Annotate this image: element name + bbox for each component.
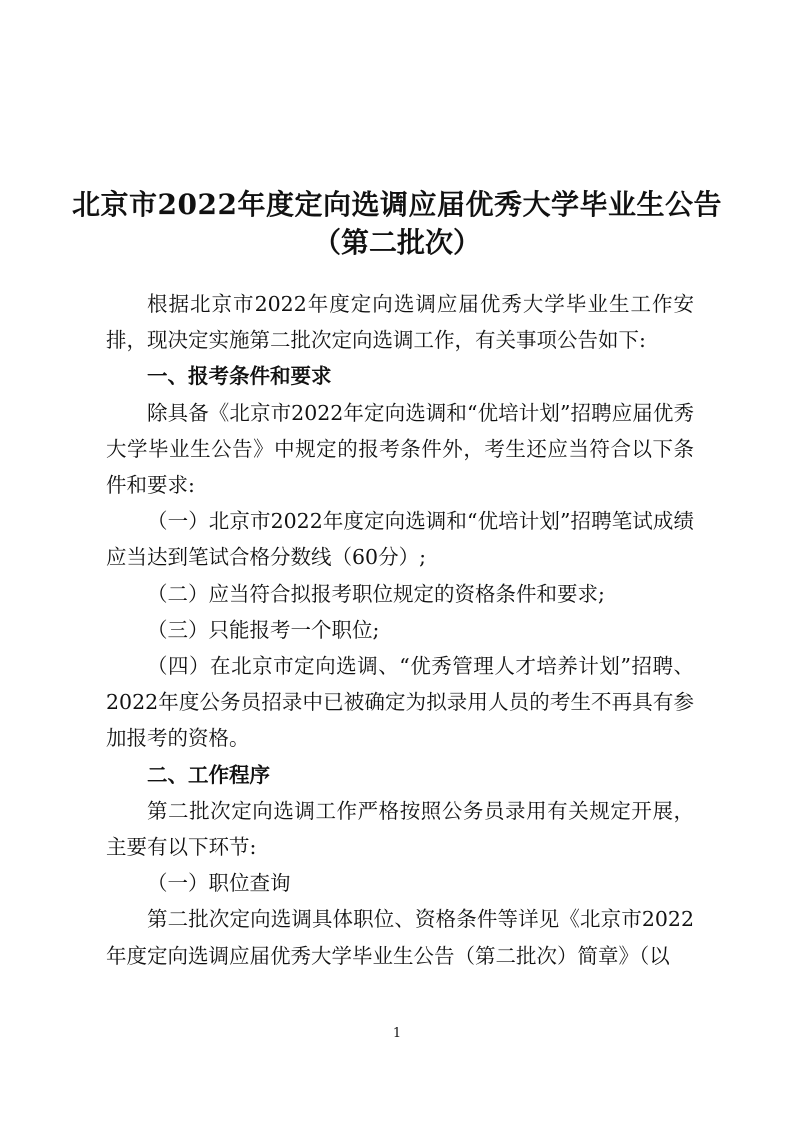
document-body — [106, 286, 694, 974]
intro-paragraph: 根据北京市2022年度定向选调应届优秀大学毕业生工作安排，现决定实施第二批次定向选调工作，有关事项公告如下: — [106, 292, 694, 353]
section-paragraph: 除具备《北京市2022年定向选调和“优培计划”招聘应届优秀大学毕业生公告》中规定的报考条件外，考生还应当符合以下条件和要求: — [106, 400, 694, 498]
list-item: （一）北京市2022年度定向选调和“优培计划”招聘笔试成绩应当达到笔试合格分数线（60分）; — [106, 509, 694, 570]
page-number: 1 — [392, 1026, 402, 1041]
document-subtitle: （第二批次） — [312, 226, 481, 259]
section-heading: 二、工作程序 — [147, 762, 270, 787]
list-item: （二）应当符合拟报考职位规定的资格条件和要求; — [147, 581, 605, 606]
list-item: （三）只能报考一个职位; — [147, 617, 380, 642]
section-paragraph: 第二批次定向选调工作严格按照公务员录用有关规定开展，主要有以下环节: — [106, 798, 694, 860]
document-title: 北京市2022年度定向选调应届优秀大学毕业生公告 — [72, 188, 722, 221]
list-item: （四）在北京市定向选调、“优秀管理人才培养计划”招聘、2022年度公务员招录中已被确定为拟录用人员的考生不再具有参加报考的资格。 — [106, 654, 694, 751]
subsection-heading: （一）职位查询 — [147, 871, 291, 896]
subsection-paragraph: 第二批次定向选调具体职位、资格条件等详见《北京市2022年度定向选调应届优秀大学毕业生公告（第二批次）简章》（以 — [106, 907, 694, 968]
section-heading: 一、报考条件和要求 — [147, 364, 332, 389]
